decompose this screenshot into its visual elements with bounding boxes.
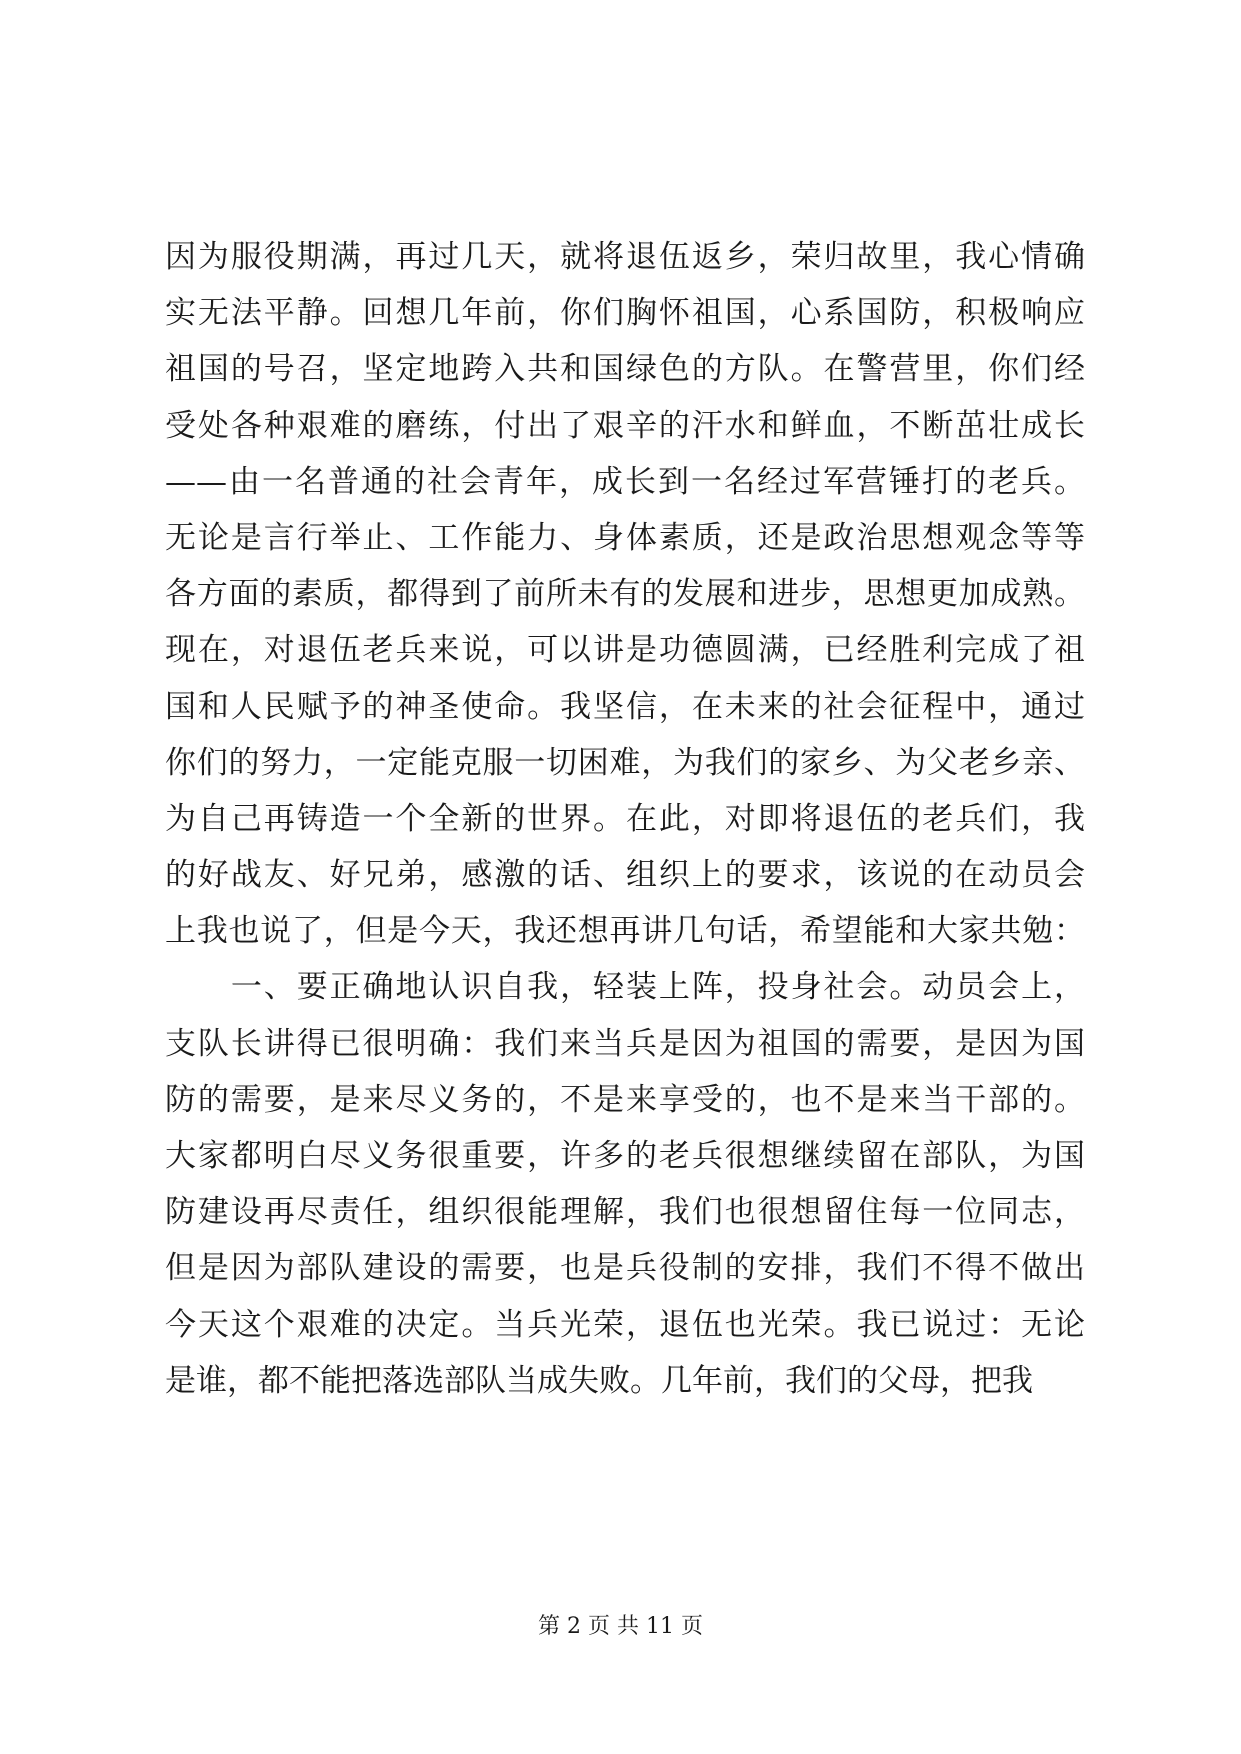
page-number: 第 2 页 共 11 页 bbox=[538, 1614, 703, 1639]
text-line: 大家都明白尽义务很重要，许多的老兵很想继续留在部队，为国 bbox=[165, 1138, 1085, 1174]
text-line: 防建设再尽责任，组织很能理解，我们也很想留住每一位同志， bbox=[165, 1194, 1085, 1231]
page-footer bbox=[0, 1609, 1241, 1640]
text-line: 无论是言行举止、工作能力、身体素质，还是政治思想观念等等 bbox=[165, 519, 1085, 556]
text-line: 实无法平静。回想几年前，你们胸怀祖国，心系国防，积极响应 bbox=[165, 295, 1085, 332]
text-line: 国和人民赋予的神圣使命。我坚信，在未来的社会征程中，通过 bbox=[165, 688, 1085, 725]
text-line: 受处各种艰难的磨练，付出了艰辛的汗水和鲜血，不断茁壮成长 bbox=[165, 407, 1085, 444]
text-line: ——由一名普通的社会青年，成长到一名经过军营锤打的老兵。 bbox=[165, 463, 1085, 500]
text-line: 的好战友、好兄弟，感激的话、组织上的要求，该说的在动员会 bbox=[165, 857, 1085, 894]
text-line: 祖国的号召，坚定地跨入共和国绿色的方队。在警营里，你们经 bbox=[165, 351, 1085, 388]
text-line: 但是因为部队建设的需要，也是兵役制的安排，我们不得不做出 bbox=[165, 1250, 1085, 1287]
text-line: 因为服役期满，再过几天，就将退伍返乡，荣归故里，我心情确 bbox=[165, 239, 1085, 275]
text-line: 上我也说了，但是今天，我还想再讲几句话，希望能和大家共勉： bbox=[165, 913, 1085, 950]
text-line: 是谁，都不能把落选部队当成失败。几年前，我们的父母，把我 bbox=[165, 1362, 1033, 1399]
text-line: 防的需要，是来尽义务的，不是来享受的，也不是来当干部的。 bbox=[165, 1081, 1085, 1118]
text-line: 你们的努力，一定能克服一切困难，为我们的家乡、为父老乡亲、 bbox=[165, 744, 1085, 781]
text-line: 一、要正确地认识自我，轻装上阵，投身社会。动员会上， bbox=[165, 969, 1085, 1006]
text-line: 今天这个艰难的决定。当兵光荣，退伍也光荣。我已说过：无论 bbox=[165, 1306, 1085, 1343]
text-line: 各方面的素质，都得到了前所未有的发展和进步，思想更加成熟。 bbox=[165, 576, 1085, 613]
text-line: 为自己再铸造一个全新的世界。在此，对即将退伍的老兵们，我 bbox=[165, 800, 1085, 837]
text-line: 支队长讲得已很明确：我们来当兵是因为祖国的需要，是因为国 bbox=[165, 1025, 1085, 1062]
body-text bbox=[165, 229, 1085, 1409]
text-line: 现在，对退伍老兵来说，可以讲是功德圆满，已经胜利完成了祖 bbox=[165, 632, 1085, 669]
